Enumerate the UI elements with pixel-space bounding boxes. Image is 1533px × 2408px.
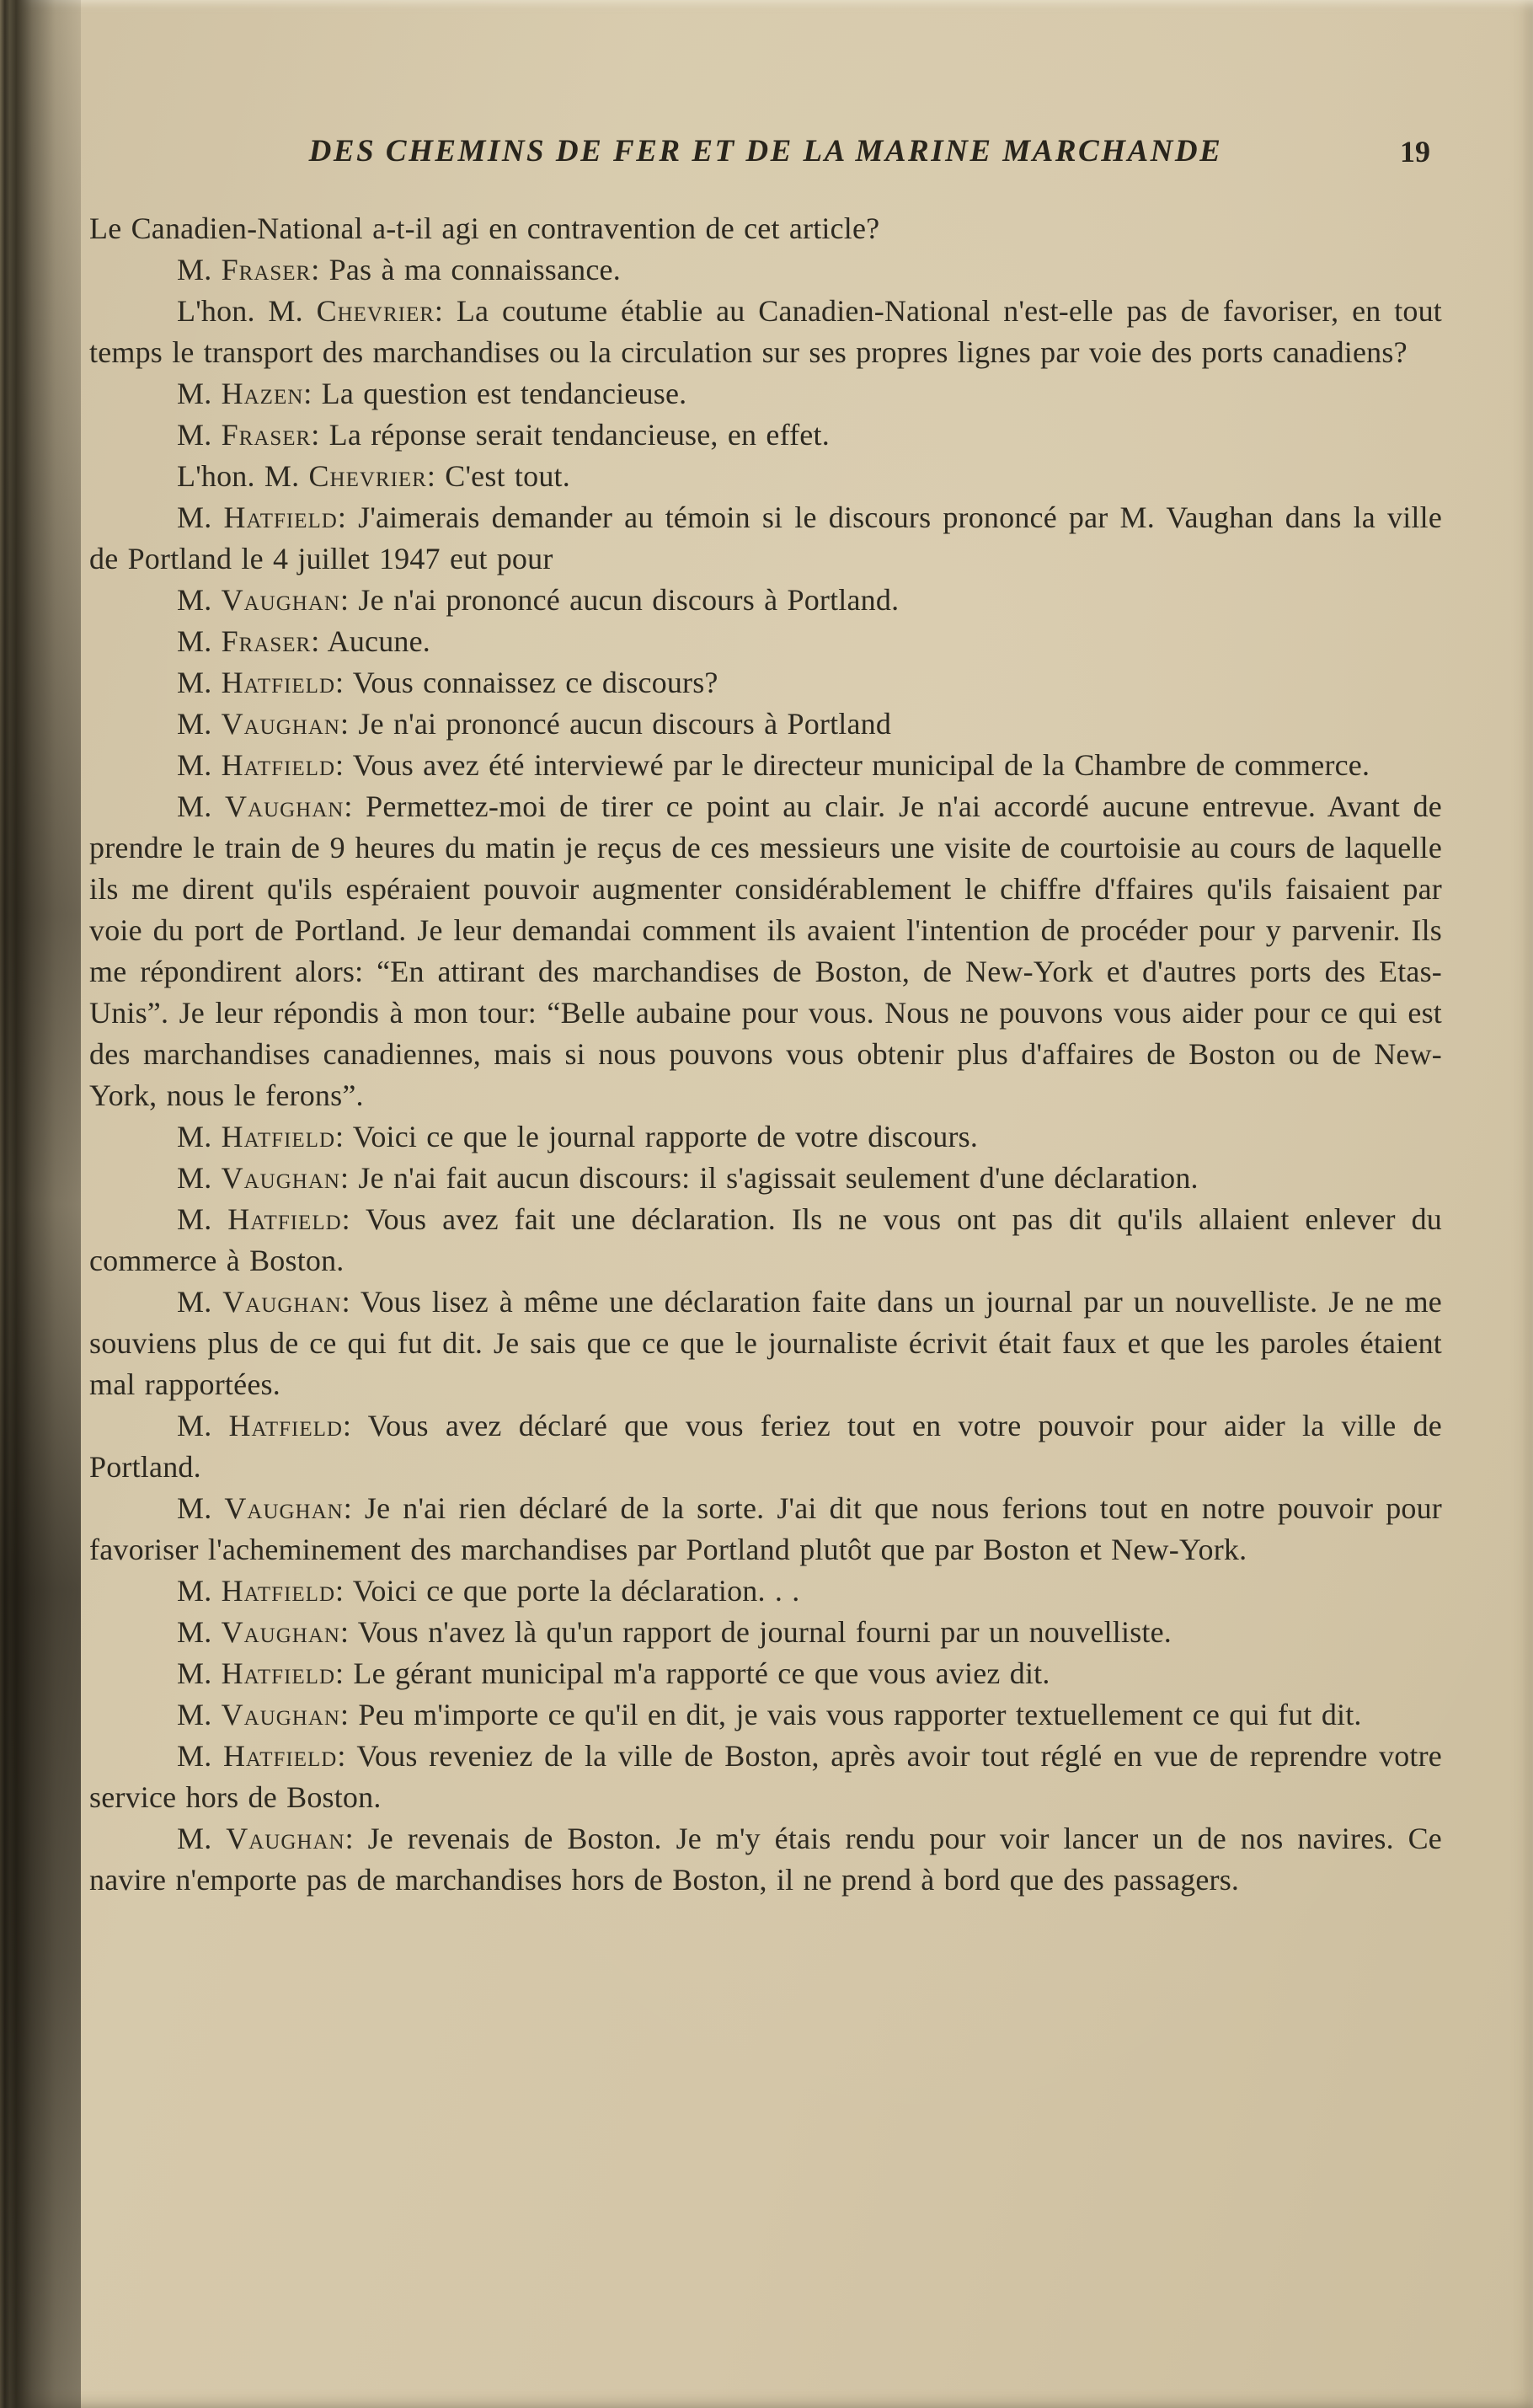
paragraph-text: M. xyxy=(177,1285,223,1319)
paragraph xyxy=(89,291,1442,373)
paragraph-text: M. xyxy=(177,1656,222,1690)
paragraph-text: M. xyxy=(177,666,222,699)
speaker-name: Chevrier xyxy=(308,459,427,493)
paragraph-text: : La réponse serait tendancieuse, en effet. xyxy=(311,418,830,452)
paragraph-text: M. xyxy=(177,253,222,286)
paragraph xyxy=(89,456,1442,497)
speaker-name: Vaughan xyxy=(222,1285,342,1319)
paragraph-text: : Voici ce que le journal rapporte de votre discours. xyxy=(335,1120,979,1153)
paragraph xyxy=(89,662,1442,704)
paragraph-text: M. xyxy=(177,500,224,534)
paragraph-text: M. xyxy=(177,1822,227,1855)
paragraph-text: : Aucune. xyxy=(311,624,431,658)
paragraph-text: : La question est tendancieuse. xyxy=(303,377,687,410)
paragraph-text: Le Canadien-National a-t-il agi en contravention de cet article? xyxy=(89,211,880,245)
paragraph xyxy=(89,1612,1442,1653)
speaker-name: Vaughan xyxy=(225,789,345,823)
paragraph-text: : Vous lisez à même une déclaration faite dans un journal par un nouvelliste. Je ne me souviens plus de ce qui fut dit. Je sais que ce que le journaliste écrivit était faux et que les paroles étaient mal rapportées. xyxy=(89,1285,1442,1401)
paragraph xyxy=(89,704,1442,745)
paragraph xyxy=(89,621,1442,662)
paragraph xyxy=(89,208,1442,249)
paragraph-text: M. xyxy=(177,1574,222,1608)
paragraph-text: M. xyxy=(177,418,222,452)
book-binding-shadow xyxy=(0,0,81,2408)
paragraph-text: : Vous avez déclaré que vous feriez tout en votre pouvoir pour aider la ville de Portland. xyxy=(89,1409,1442,1484)
paragraph xyxy=(89,1818,1442,1901)
page-header xyxy=(89,133,1442,176)
speaker-name: Fraser xyxy=(221,253,312,286)
speaker-name: Fraser xyxy=(221,418,312,452)
speaker-name: Hatfield xyxy=(221,1120,336,1153)
paragraph xyxy=(89,1405,1442,1488)
paragraph-text: M. xyxy=(177,748,222,782)
paragraph-text: : Le gérant municipal m'a rapporté ce que vous aviez dit. xyxy=(335,1656,1050,1690)
paragraph-text: M. xyxy=(177,1161,222,1195)
paragraph xyxy=(89,1694,1442,1736)
paragraph-text: M. xyxy=(177,1698,222,1731)
paragraph-text: : Pas à ma connaissance. xyxy=(311,253,621,286)
speaker-name: Hatfield xyxy=(227,1202,342,1236)
page-number: 19 xyxy=(1400,135,1430,169)
paragraph xyxy=(89,1571,1442,1612)
paragraph-text: : Peu m'importe ce qu'il en dit, je vais vous rapporter textuellement ce qui fut dit. xyxy=(339,1698,1362,1731)
paragraph-text: : Vous avez été interviewé par le directeur municipal de la Chambre de commerce. xyxy=(335,748,1370,782)
paragraph-text: M. xyxy=(177,1615,222,1649)
paragraph-text: M. xyxy=(177,583,222,617)
paragraph-text: : Vous avez fait une déclaration. Ils ne vous ont pas dit qu'ils allaient enlever du commerce à Boston. xyxy=(89,1202,1442,1277)
speaker-name: Hatfield xyxy=(221,666,336,699)
paragraph xyxy=(89,373,1442,415)
running-title: DES CHEMINS DE FER ET DE LA MARINE MARCHANDE xyxy=(308,134,1223,169)
speaker-name: Vaughan xyxy=(221,1615,340,1649)
paragraph-text: M. xyxy=(177,1120,222,1153)
speaker-name: Vaughan xyxy=(224,1491,344,1525)
paragraph-text: : J'aimerais demander au témoin si le discours prononcé par M. Vaughan dans la ville de Portland le 4 juillet 1947 eut pour xyxy=(89,500,1442,575)
paragraph-text: : La coutume établie au Canadien-National n'est-elle pas de favoriser, en tout temps le transport des marchandises ou la circulation sur ses propres lignes par voie des ports canadiens? xyxy=(89,294,1442,369)
paragraph xyxy=(89,786,1442,1116)
speaker-name: Vaughan xyxy=(221,707,340,741)
paragraph-text: M. xyxy=(177,1491,225,1525)
paragraph xyxy=(89,415,1442,456)
speaker-name: Fraser xyxy=(221,624,312,658)
paragraph-text: : Vous n'avez là qu'un rapport de journal fourni par un nouvelliste. xyxy=(339,1615,1172,1649)
paragraph-text: M. xyxy=(177,377,222,410)
speaker-name: Hatfield xyxy=(228,1409,343,1442)
paragraph-text: M. xyxy=(177,1202,228,1236)
paragraph xyxy=(89,1736,1442,1818)
paragraph-text: M. xyxy=(177,1739,223,1773)
paragraph-text: : Je n'ai rien déclaré de la sorte. J'ai dit que nous ferions tout en notre pouvoir pour favoriser l'acheminement des marchandises par Portland plutôt que par Boston et New-York. xyxy=(89,1491,1442,1566)
paragraph-text: M. xyxy=(177,789,225,823)
paragraph-text: : Je n'ai fait aucun discours: il s'agissait seulement d'une déclaration. xyxy=(339,1161,1199,1195)
speaker-name: Vaughan xyxy=(226,1822,345,1855)
paragraph-text: M. xyxy=(177,707,222,741)
speaker-name: Vaughan xyxy=(221,1698,340,1731)
paragraph-text: M. xyxy=(177,624,222,658)
paragraph-text: : C'est tout. xyxy=(426,459,570,493)
speaker-name: Hatfield xyxy=(222,1739,338,1773)
paragraph xyxy=(89,249,1442,291)
paragraph-text: : Permettez-moi de tirer ce point au clair. Je n'ai accordé aucune entrevue. Avant de prendre le train de 9 heures du matin je reçus de ces messieurs une visite de courtoisie au cours de laquelle ils me dirent qu'ils espéraient pouvoir augmenter considérablement le chiffre d'ffaires qu'ils faisaient par voie du port de Portland. Je leur demandai comment ils avaient l'intention de procéder pour y parvenir. Ils me répondirent alors: “En attirant des marchandises de Boston, de New-York et d'autres ports des Etas-Unis”. Je leur répondis à mon tour: “Belle aubaine pour vous. Nous ne pouvons vous aider pour ce qui est des marchandises canadiennes, mais si nous pouvons vous obtenir plus d'affaires de Boston ou de New-York, nous le ferons”. xyxy=(89,789,1442,1112)
paragraph-text: : Je n'ai prononcé aucun discours à Portland xyxy=(339,707,892,741)
speaker-name: Hatfield xyxy=(221,1574,336,1608)
paragraph xyxy=(89,580,1442,621)
transcript xyxy=(89,208,1442,1901)
paragraph-text: L'hon. M. xyxy=(177,294,317,328)
paragraph xyxy=(89,1653,1442,1694)
speaker-name: Vaughan xyxy=(221,1161,340,1195)
speaker-name: Hatfield xyxy=(223,500,338,534)
paragraph-text: L'hon. M. xyxy=(177,459,309,493)
paragraph xyxy=(89,1158,1442,1199)
paragraph-text: : Je revenais de Boston. Je m'y étais rendu pour voir lancer un de nos navires. Ce navire n'emporte pas de marchandises hors de Boston, il ne prend à bord que des passagers. xyxy=(89,1822,1442,1897)
paragraph-text: : Vous reveniez de la ville de Boston, après avoir tout réglé en vue de reprendre votre service hors de Boston. xyxy=(89,1739,1442,1814)
speaker-name: Hazen xyxy=(221,377,304,410)
paragraph-text: M. xyxy=(177,1409,229,1442)
paragraph-text: : Voici ce que porte la déclaration. . . xyxy=(335,1574,800,1608)
paragraph-text: : Je n'ai prononcé aucun discours à Portland. xyxy=(339,583,900,617)
paragraph-text: : Vous connaissez ce discours? xyxy=(335,666,718,699)
speaker-name: Vaughan xyxy=(221,583,340,617)
paragraph xyxy=(89,497,1442,580)
paragraph xyxy=(89,745,1442,786)
paragraph xyxy=(89,1488,1442,1571)
paragraph xyxy=(89,1282,1442,1405)
paragraph xyxy=(89,1199,1442,1282)
speaker-name: Hatfield xyxy=(221,1656,336,1690)
speaker-name: Chevrier xyxy=(316,294,435,328)
speaker-name: Hatfield xyxy=(221,748,336,782)
paragraph xyxy=(89,1116,1442,1158)
